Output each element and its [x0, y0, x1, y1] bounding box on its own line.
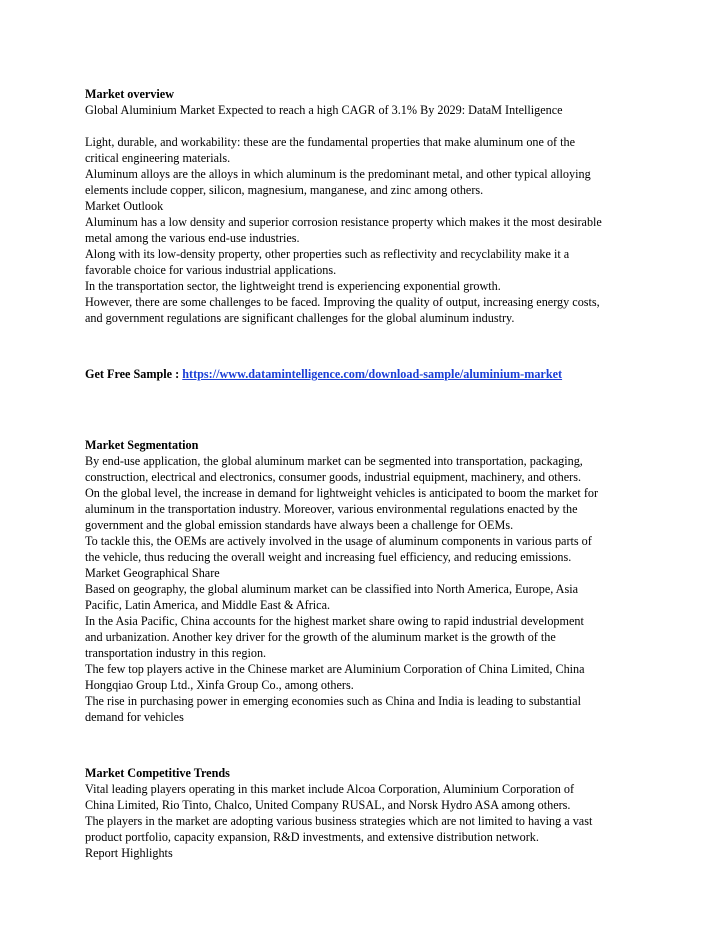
free-sample-line	[85, 366, 645, 382]
segmentation-text-line: Hongqiao Group Ltd., Xinfa Group Co., among others.	[85, 678, 354, 692]
segmentation-text-line: the vehicle, thus reducing the overall weight and increasing fuel efficiency, and reducing emissions.	[85, 550, 572, 564]
overview-text-line: Aluminum has a low density and superior corrosion resistance property which makes it the most desirable	[85, 215, 602, 229]
segmentation-heading: Market Segmentation	[85, 438, 199, 452]
overview-text-line: and government regulations are significant challenges for the global aluminum industry.	[85, 311, 515, 325]
overview-text-line: critical engineering materials.	[85, 151, 231, 165]
document-page	[85, 86, 645, 861]
overview-text-line: Aluminum alloys are the alloys in which aluminum is the predominant metal, and other typical alloying	[85, 167, 591, 181]
competitive-text-line: product portfolio, capacity expansion, R&D investments, and extensive distribution network.	[85, 830, 539, 844]
section-gap	[85, 326, 645, 350]
free-sample-label: Get Free Sample :	[85, 367, 183, 381]
competitive-text-line: The players in the market are adopting various business strategies which are not limited to having a vast	[85, 814, 593, 828]
segmentation-text-line: demand for vehicles	[85, 710, 184, 724]
overview-text-line: In the transportation sector, the lightweight trend is experiencing exponential growth.	[85, 279, 501, 293]
overview-text-line: However, there are some challenges to be faced. Improving the quality of output, increasing energy costs,	[85, 295, 600, 309]
overview-text-line: elements include copper, silicon, magnesium, manganese, and zinc among others.	[85, 183, 484, 197]
competitive-text-line: China Limited, Rio Tinto, Chalco, United Company RUSAL, and Norsk Hydro ASA among others.	[85, 798, 571, 812]
overview-line: Global Aluminium Market Expected to reach a high CAGR of 3.1% By 2029: DataM Intelligence	[85, 103, 563, 117]
paragraph-gap	[85, 118, 645, 134]
report-highlights-label: Report Highlights	[85, 846, 173, 860]
overview-text-line: Light, durable, and workability: these are the fundamental properties that make aluminum one of the	[85, 135, 576, 149]
section-gap	[85, 749, 645, 765]
segmentation-text-line: government and the global emission standards have always been a challenge for OEMs.	[85, 518, 514, 532]
section-gap	[85, 350, 645, 366]
section-gap	[85, 725, 645, 749]
overview-heading: Market overview	[85, 87, 174, 101]
market-outlook-label: Market Outlook	[85, 199, 164, 213]
segmentation-text-line: To tackle this, the OEMs are actively involved in the usage of aluminum components in various parts of	[85, 534, 592, 548]
segmentation-text-line: transportation industry in this region.	[85, 646, 267, 660]
competitive-text-line: Vital leading players operating in this market include Alcoa Corporation, Aluminium Corporation of	[85, 782, 575, 796]
segmentation-text-line: On the global level, the increase in demand for lightweight vehicles is anticipated to boom the market for	[85, 486, 599, 500]
free-sample-link[interactable]: https://www.datamintelligence.com/download-sample/aluminium-market	[182, 367, 563, 381]
overview-text-line: Along with its low-density property, other properties such as reflectivity and recyclability make it a	[85, 247, 570, 261]
competitive-heading: Market Competitive Trends	[85, 766, 230, 780]
overview-text-line: favorable choice for various industrial applications.	[85, 263, 337, 277]
section-gap	[85, 382, 645, 437]
segmentation-text-line: Based on geography, the global aluminum market can be classified into North America, Europe, Asia	[85, 582, 579, 596]
segmentation-text-line: In the Asia Pacific, China accounts for the highest market share owing to rapid industrial development	[85, 614, 584, 628]
segmentation-text-line: The few top players active in the Chinese market are Aluminium Corporation of China Limited, China	[85, 662, 585, 676]
segmentation-text-line: The rise in purchasing power in emerging economies such as China and India is leading to substantial	[85, 694, 581, 708]
segmentation-text-line: By end-use application, the global aluminum market can be segmented into transportation, packaging,	[85, 454, 583, 468]
segmentation-text-line: construction, electrical and electronics, consumer goods, industrial equipment, machinery, and others.	[85, 470, 582, 484]
segmentation-text-line: aluminum in the transportation industry. Moreover, various environmental regulations enacted by the	[85, 502, 578, 516]
overview-text-line: metal among the various end-use industries.	[85, 231, 300, 245]
segmentation-text-line: Pacific, Latin America, and Middle East & Africa.	[85, 598, 331, 612]
geographical-share-label: Market Geographical Share	[85, 566, 220, 580]
segmentation-text-line: and urbanization. Another key driver for the growth of the aluminum market is the growth of the	[85, 630, 556, 644]
